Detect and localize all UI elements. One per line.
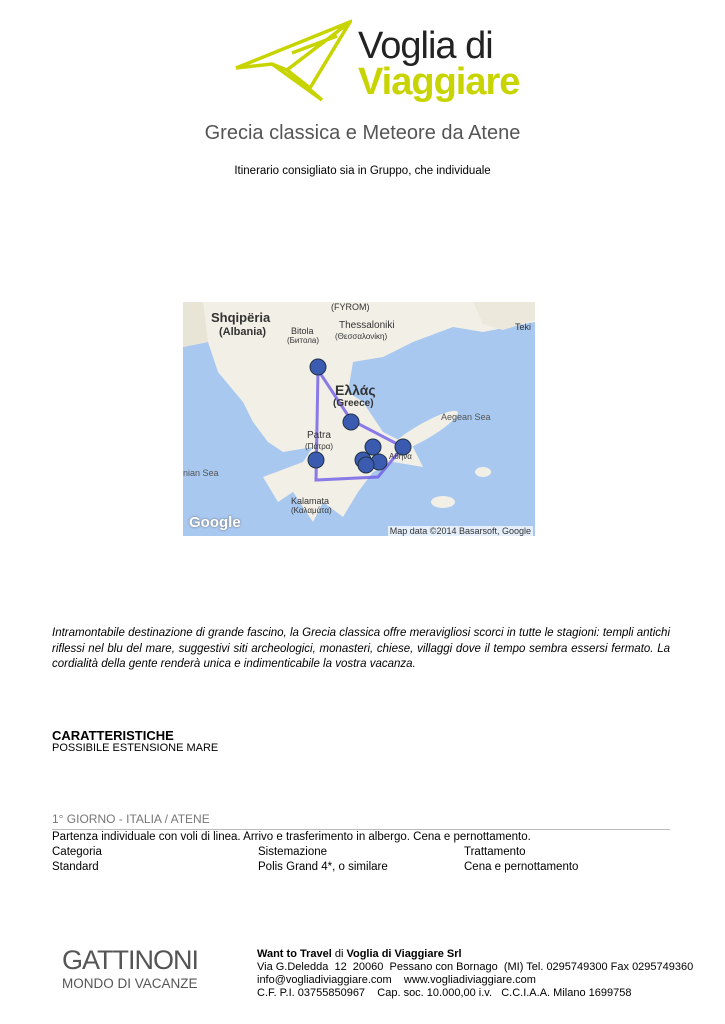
subtitle: Itinerario consigliato sia in Gruppo, che individuale — [234, 165, 491, 177]
gattinoni-sub: MONDO DI VACANZE — [62, 976, 198, 991]
day-text: Partenza individuale con voli di linea. Arrivo e trasferimento in albergo. Cena e pernottamento. — [52, 831, 531, 843]
google-logo: Google — [189, 514, 241, 531]
map-label: (Θεσσαλονίκη) — [335, 332, 388, 341]
map-label: (Битола) — [287, 336, 320, 345]
logo-line1: Voglia di — [358, 25, 493, 67]
legal: C.F. P.I. 03755850967 Cap. soc. 10.000,00 i.v. C.C.I.A.A. Milano 1699758 — [257, 987, 632, 999]
map-label: (FYROM) — [331, 302, 370, 312]
itinerary-map[interactable] — [183, 302, 535, 536]
voglia-di-viaggiare-logo — [232, 18, 520, 106]
map-label: Kalamata — [291, 496, 330, 506]
map-label: nian Sea — [183, 468, 219, 478]
contacts: info@vogliadiviaggiare.com www.vogliadiviaggiare.com — [257, 974, 536, 986]
map-label: Aegean Sea — [441, 412, 491, 422]
divider — [52, 829, 670, 830]
features-item: POSSIBILE ESTENSIONE MARE — [52, 742, 219, 754]
map-label: Patra — [307, 430, 331, 441]
header-category: Categoria — [52, 846, 102, 858]
gattinoni-brand: GATTINONI — [62, 945, 198, 975]
map-label: Ελλάς — [335, 382, 376, 398]
paper-plane-icon — [232, 18, 352, 106]
value-accommodation: Polis Grand 4*, o similare — [258, 861, 388, 873]
map-credit: Map data ©2014 Basarsoft, Google — [389, 526, 531, 536]
company-a: Want to Travel — [257, 948, 332, 960]
map-label: (Greece) — [333, 398, 374, 409]
features-heading: CARATTERISTICHE — [52, 728, 174, 743]
footer-info — [257, 948, 693, 1000]
value-treatment: Cena e pernottamento — [464, 861, 579, 873]
map-label: Αθήνα — [389, 452, 412, 461]
gattinoni-logo — [62, 945, 210, 991]
description: Intramontabile destinazione di grande fascino, la Grecia classica offre meravigliosi scorci in tutte le stagioni: templi antichi riflessi nel blu del mare, suggestivi siti archeologici, monasteri, chiese, villaggi dove il tempo sembra essersi fermato. La cordialità della gente renderà unica e indimenticabile la vostra vacanza. — [52, 627, 670, 670]
day-title: 1° GIORNO - ITALIA / ATENE — [52, 812, 210, 826]
map-label: (Πάτρα) — [305, 442, 334, 451]
company-c: Voglia di Viaggiare Srl — [346, 948, 462, 960]
header-accommodation: Sistemazione — [258, 846, 328, 858]
map-label: Thessaloniki — [339, 320, 395, 331]
company-b: di — [331, 948, 347, 960]
page-title: Grecia classica e Meteore da Atene — [204, 122, 521, 144]
address: Via G.Deledda 12 20060 Pessano con Bornago (MI) Tel. 0295749300 Fax 0295749360 — [257, 961, 694, 973]
map-label: (Καλαμάτα) — [291, 506, 332, 515]
header-treatment: Trattamento — [464, 846, 526, 858]
value-category: Standard — [52, 861, 99, 873]
map-label: Shqipëria — [211, 310, 271, 325]
map-label: Bitola — [291, 326, 314, 336]
map-label: Teki — [515, 322, 532, 332]
logo-line2: Viaggiare — [358, 61, 520, 103]
map-label: (Albania) — [219, 326, 267, 338]
